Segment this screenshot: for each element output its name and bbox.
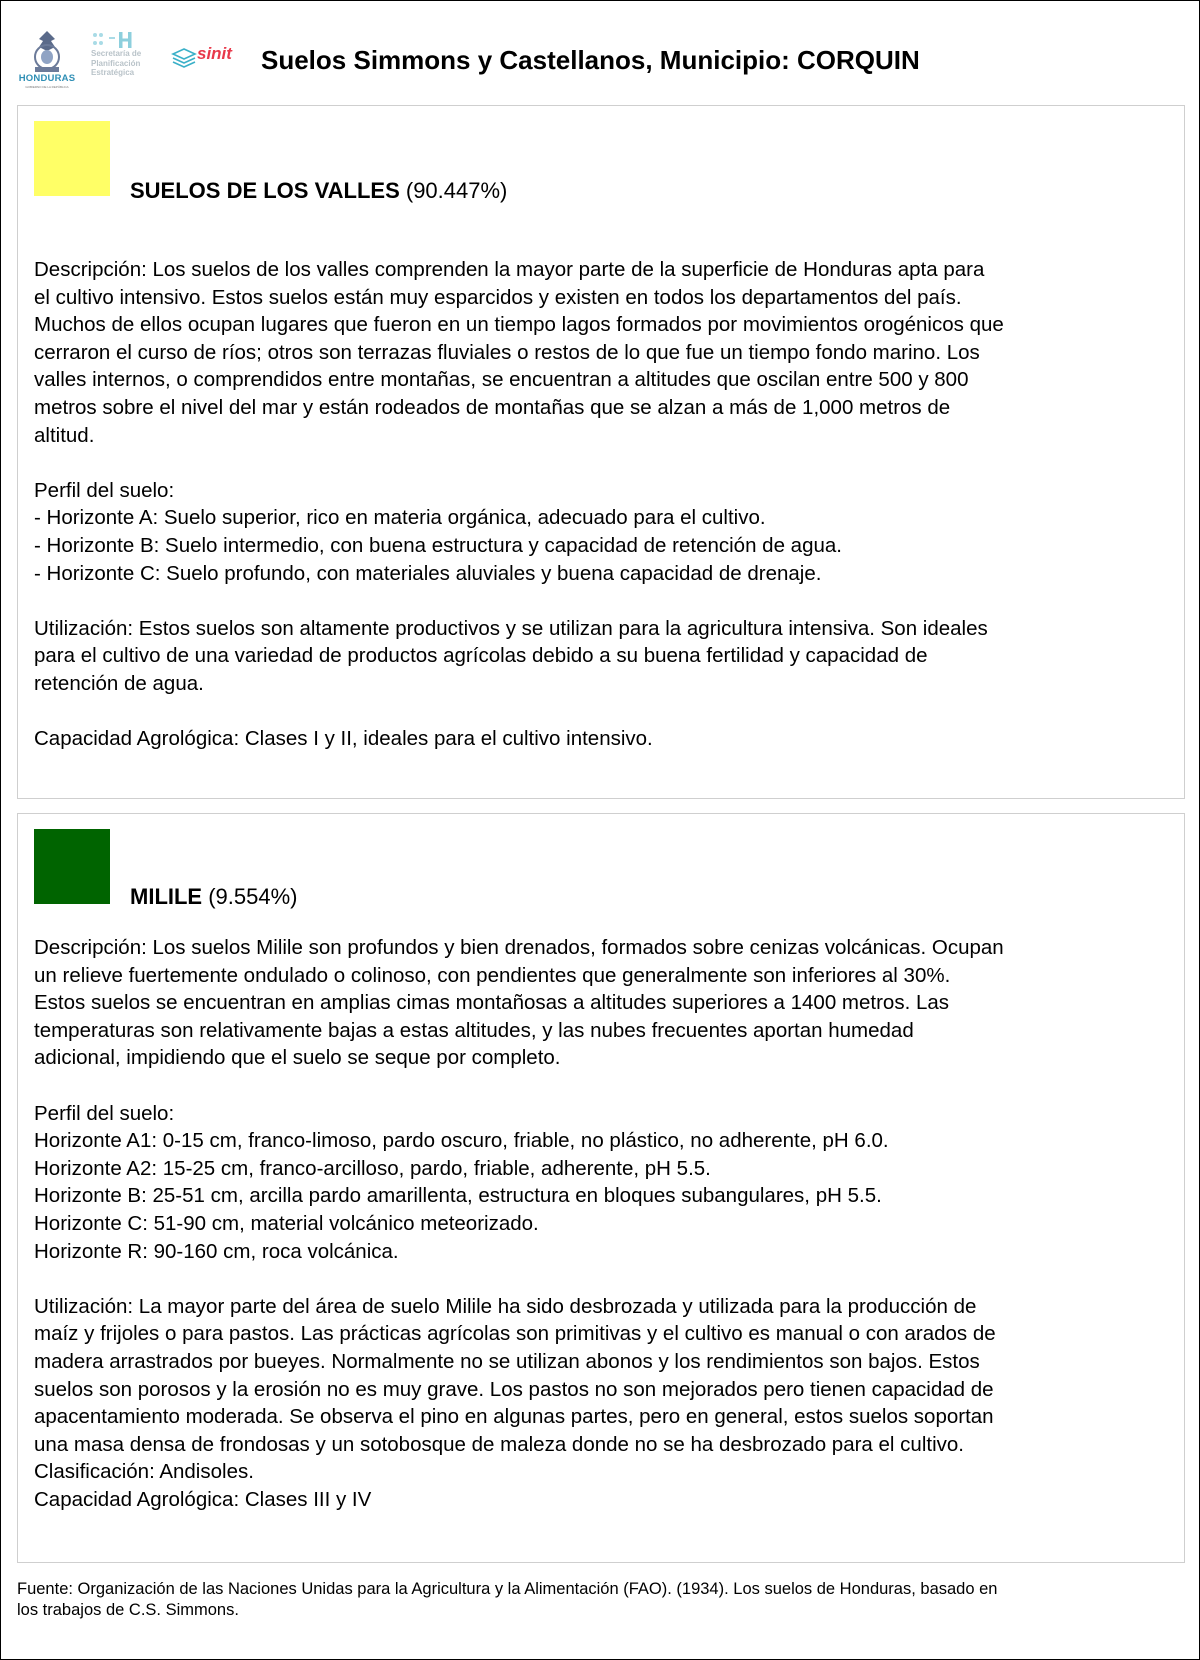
sinit-logo-text: sinit: [197, 44, 232, 63]
spe-logo: [91, 31, 153, 89]
page-title: Suelos Simmons y Castellanos, Municipio: CORQUIN: [261, 45, 920, 75]
text-line: Horizonte C: 51-90 cm, material volcánico meteorizado.: [34, 1211, 539, 1235]
soil-name: MILILE: [130, 884, 203, 909]
soil-percent: (90.447%): [405, 178, 508, 203]
text-line: una masa densa de frondosas y un sotobosque de maleza donde no se ha desbrozado para el cultivo.: [34, 1432, 964, 1456]
text-line: Horizonte R: 90-160 cm, roca volcánica.: [34, 1239, 399, 1263]
text-line: Descripción: Los suelos Milile son profundos y bien drenados, formados sobre cenizas volcánicas. Ocupan: [34, 936, 1004, 959]
honduras-logo-text: HONDURAS: [18, 73, 76, 84]
color-swatch-valles: [34, 121, 110, 196]
text-line: Muchos de ellos ocupan lugares que fueron en un tiempo lagos formados por movimientos orogénicos que: [34, 313, 1004, 337]
text-line: adicional, impidiendo que el suelo se seque por completo.: [34, 1046, 561, 1070]
text-line: apacentamiento moderada. Se observa el pino en algunas partes, pero en general, estos suelos soportan: [34, 1405, 994, 1429]
text-line: Utilización: Estos suelos son altamente productivos y se utilizan para la agricultura intensiva. Son ideales: [34, 616, 988, 640]
text-line: Horizonte B: 25-51 cm, arcilla pardo amarillenta, estructura en bloques subangulares, pH 5.5.: [34, 1184, 882, 1208]
description-paragraph: [34, 256, 1174, 449]
usage-paragraph: [34, 1293, 1174, 1514]
sinit-logo: [171, 45, 241, 73]
text-line: el cultivo intensivo. Estos suelos están muy esparcidos y existen en todos los departamentos del país.: [34, 285, 962, 309]
text-line: Horizonte A2: 15-25 cm, franco-arcilloso, pardo, friable, adherente, pH 5.5.: [34, 1156, 711, 1180]
text-line: - Horizonte B: Suelo intermedio, con buena estructura y capacidad de retención de agua.: [34, 533, 842, 557]
text-line: Capacidad Agrológica: Clases III y IV: [34, 1487, 372, 1511]
text-line: Capacidad Agrológica: Clases I y II, ideales para el cultivo intensivo.: [34, 727, 653, 751]
text-line: un relieve fuertemente ondulado o colinoso, con pendientes que generalmente son inferiores al 30%.: [34, 963, 951, 987]
text-line: altitud.: [34, 423, 95, 447]
text-line: Utilización: La mayor parte del área de suelo Milile ha sido desbrozada y utilizada para la producción de: [34, 1294, 977, 1318]
text-line: maíz y frijoles o para pastos. Las prácticas agrícolas son primitivas y el cultivo es manual o con arados de: [34, 1322, 996, 1346]
layers-icon: [171, 47, 197, 69]
source-footer: [17, 1579, 1177, 1620]
text-line: temperaturas son relativamente bajas a estas altitudes, y las nubes frecuentes aportan humedad: [34, 1018, 914, 1042]
usage-paragraph: [34, 615, 1174, 698]
header: [1, 1, 1199, 105]
text-line: retención de agua.: [34, 671, 204, 695]
soil-description: [34, 934, 1174, 1541]
honduras-logo-subtext: GOBIERNO DE LA REPÚBLICA: [25, 85, 69, 89]
footer-line: los trabajos de C.S. Simmons.: [17, 1600, 239, 1619]
color-swatch-milile: [34, 829, 110, 904]
soil-description: [34, 256, 1174, 780]
capacity-paragraph: [34, 725, 1174, 753]
soil-name: SUELOS DE LOS VALLES: [130, 178, 400, 203]
text-line: Perfil del suelo:: [34, 478, 175, 502]
text-line: Horizonte A1: 0-15 cm, franco-limoso, pardo oscuro, friable, no plástico, no adherente, pH 6.0.: [34, 1129, 889, 1153]
text-line: suelos son porosos y la erosión no es muy grave. Los pastos no son mejorados pero tienen capacidad de: [34, 1377, 994, 1401]
text-line: Clasificación: Andisoles.: [34, 1460, 254, 1484]
honduras-logo: [17, 29, 77, 91]
text-line: Estos suelos se encuentran en amplias cimas montañosas a altitudes superiores a 1400 metros. Las: [34, 991, 950, 1015]
text-line: - Horizonte C: Suelo profundo, con materiales aluviales y buena capacidad de drenaje.: [34, 561, 822, 585]
text-line: para el cultivo de una variedad de productos agrícolas debido a su buena fertilidad y capacidad de: [34, 644, 928, 668]
spe-emblem-icon: [91, 31, 141, 49]
text-line: - Horizonte A: Suelo superior, rico en materia orgánica, adecuado para el cultivo.: [34, 506, 766, 530]
profile-paragraph: [34, 477, 1174, 587]
text-line: Perfil del suelo:: [34, 1101, 175, 1125]
soil-heading: [130, 884, 298, 910]
footer-line: Fuente: Organización de las Naciones Unidas para la Agricultura y la Alimentación (FAO). (1934). Los suelos de Honduras, basado en: [17, 1580, 998, 1598]
text-line: valles internos, o comprendidos entre montañas, se encuentran a altitudes que oscilan entre 500 y 800: [34, 368, 969, 392]
soil-card-milile: [17, 813, 1185, 1563]
text-line: Descripción: Los suelos de los valles comprenden la mayor parte de la superficie de Honduras apta para: [34, 258, 985, 281]
soil-percent: (9.554%): [208, 884, 298, 909]
text-line: cerraron el curso de ríos; otros son terrazas fluviales o restos de lo que fue un tiempo fondo marino. Los: [34, 340, 980, 364]
soil-heading: [130, 178, 507, 204]
text-line: metros sobre el nivel del mar y están rodeados de montañas que se alzan a más de 1,000 metros de: [34, 395, 951, 419]
text-line: madera arrastrados por bueyes. Normalmente no se utilizan abonos y los rendimientos son bajos. Estos: [34, 1349, 980, 1373]
spe-logo-text: Secretaría de Planificación Estratégica: [91, 49, 142, 77]
profile-paragraph: [34, 1100, 1174, 1266]
description-paragraph: [34, 934, 1174, 1072]
soil-card-valles: [17, 105, 1185, 799]
